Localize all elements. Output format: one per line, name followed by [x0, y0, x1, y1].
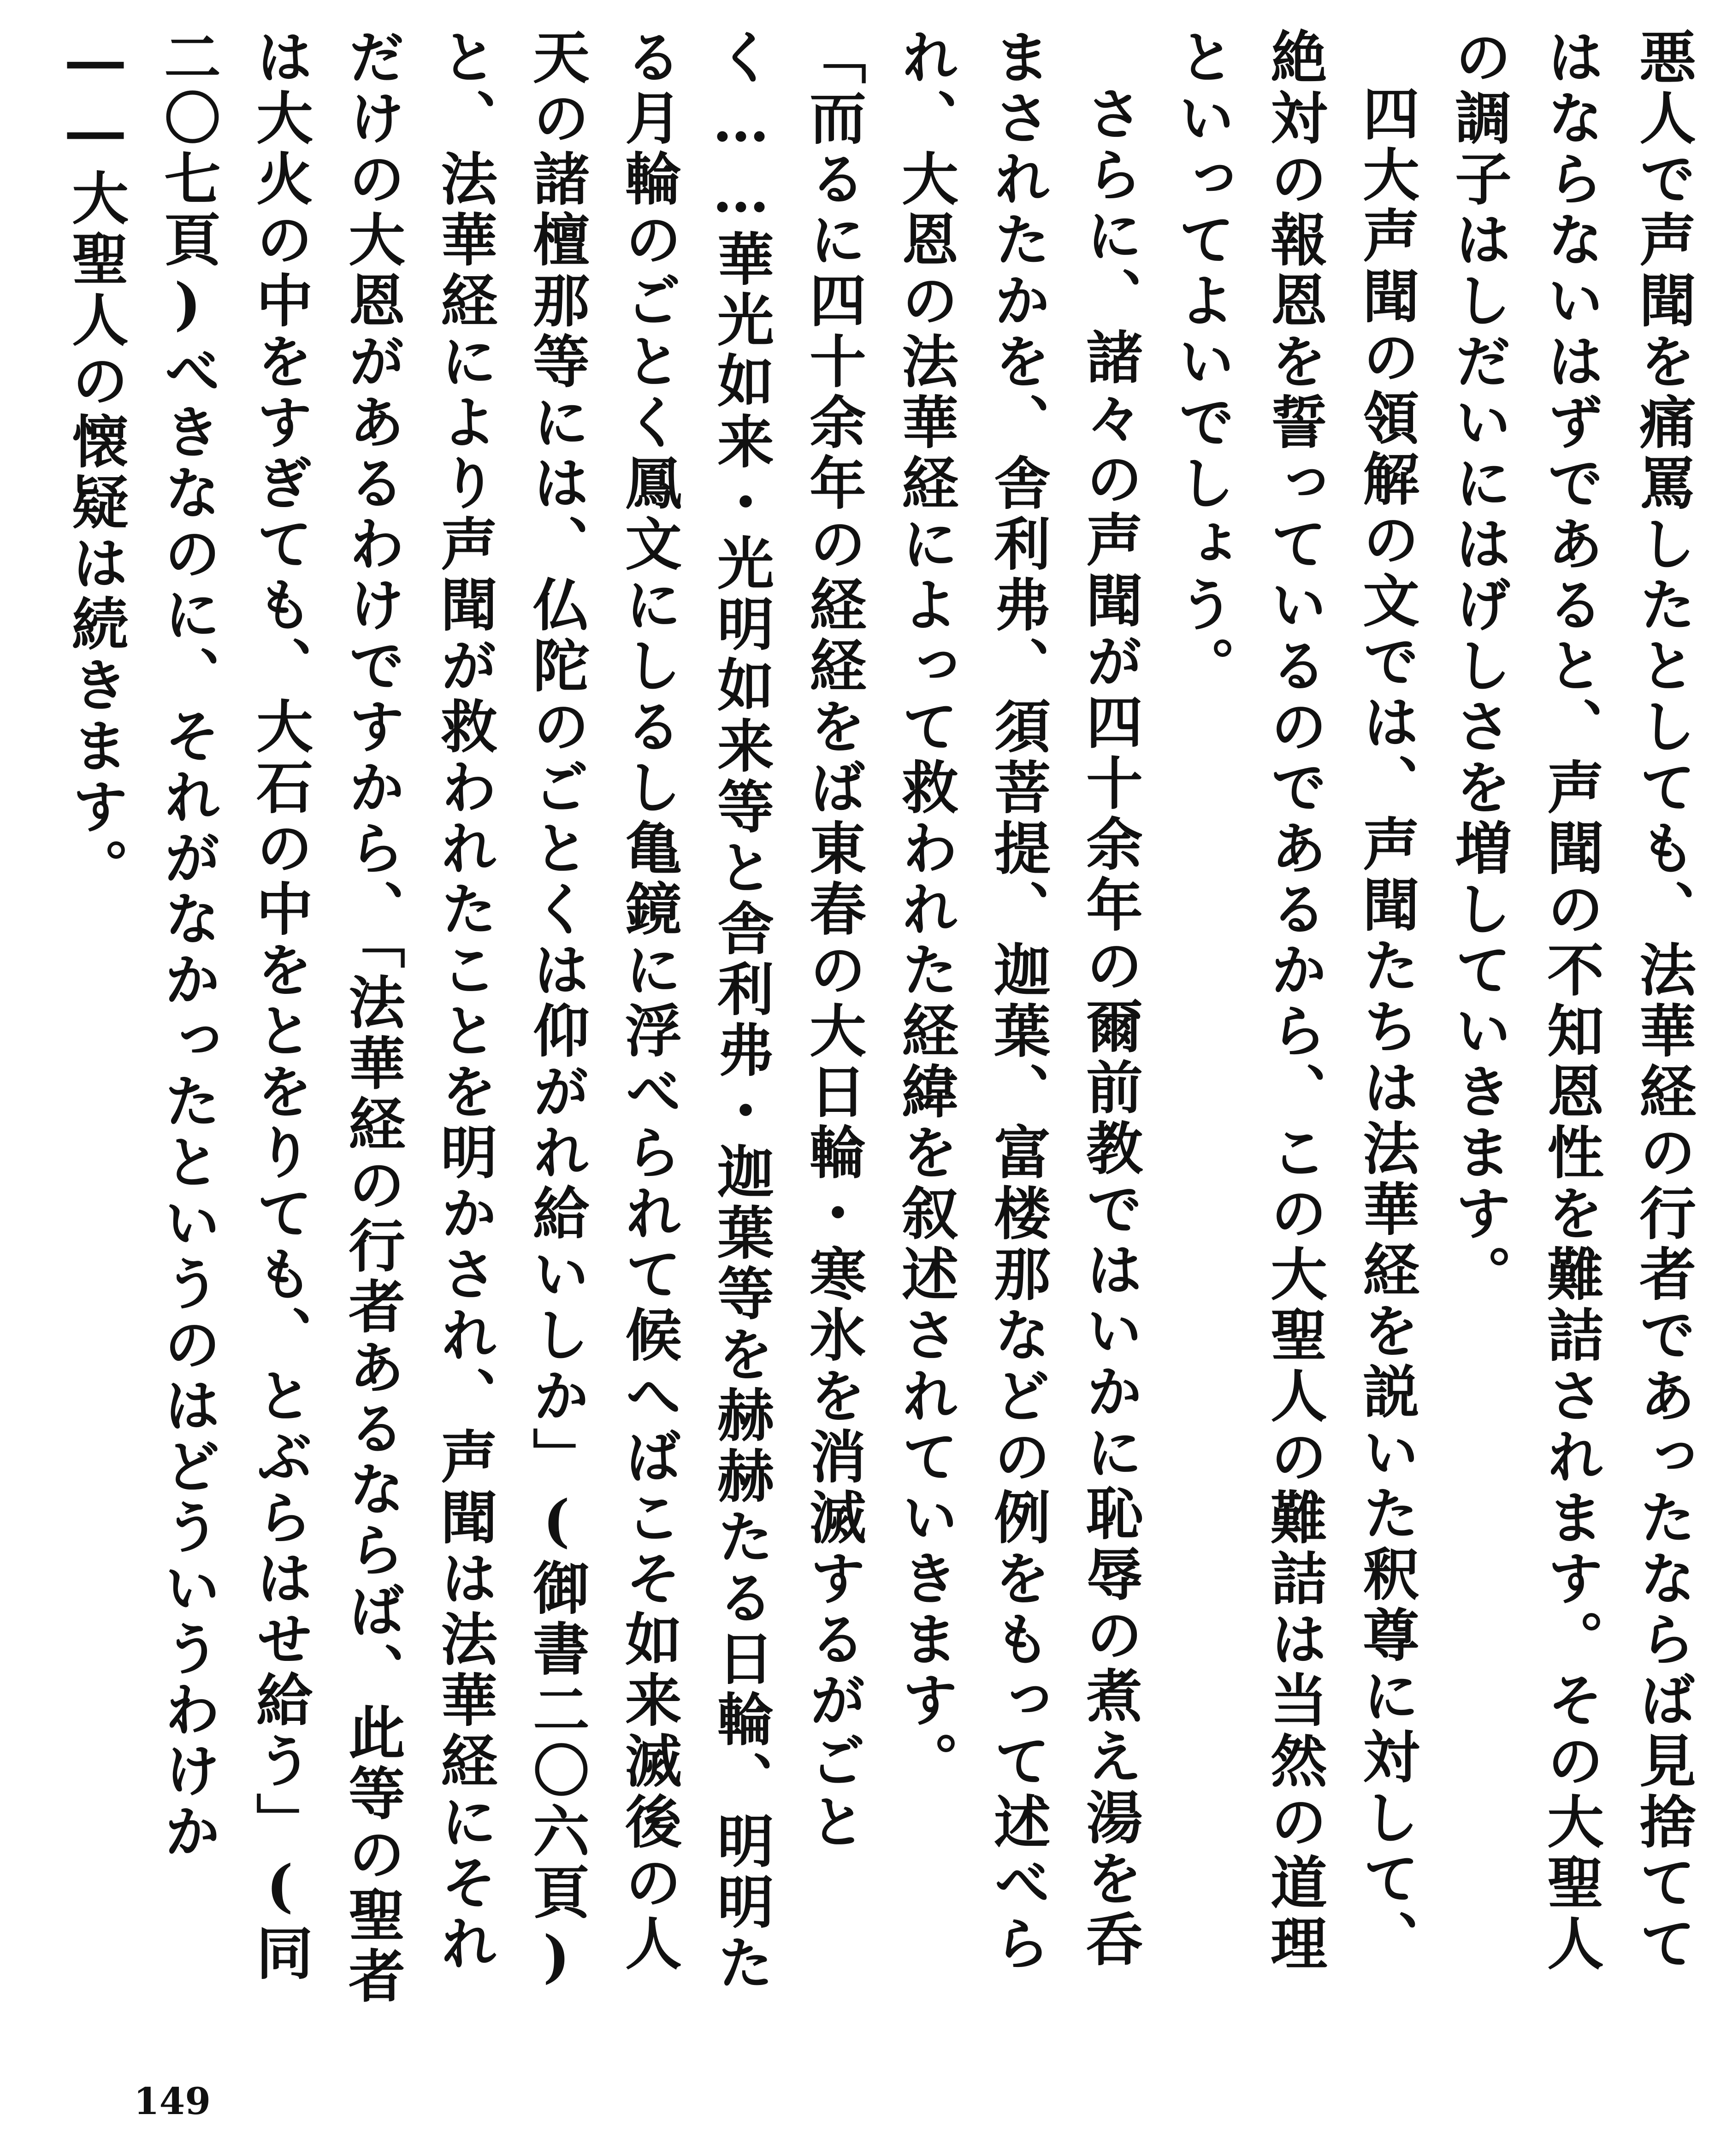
vertical-text-block	[49, 28, 1696, 2019]
paragraph-1: 悪人で声聞を痛罵したとしても、法華経の行者であったならば見捨ててはならないはずであると、声聞の不知恩性を難詰されます。その大聖人の調子はしだいにはげしさを増していきます。	[1445, 28, 1696, 1975]
body-text	[49, 28, 1709, 2019]
paragraph-5: ――大聖人の懐疑は続きます。	[62, 28, 129, 899]
paragraph-4: 「而るに四十余年の経経をば東春の大日輪・寒氷を消滅するがごとく……華光如来・光明如来等と舎利弗・迦葉等を赫赫たる日輪、明明たる月輪のごとく鳳文にしるし亀鏡に浮べられて候へばこそ如来滅後の人天の諸檀那等には、仏陀のごとくは仰がれ給いしか」(御書二〇六頁)と、法華経により声聞が救われたことを明かされ、声聞は法華経にそれだけの大恩があるわけですから、「法華経の行者あるならば、此等の聖者は大火の中をすぎても、大石の中をとをりても、とぶらはせ給う」(同二〇七頁)べきなのに、それがなかったというのはどういうわけか	[154, 28, 866, 2008]
paragraph-2: 四大声聞の領解の文では、声聞たちは法華経を説いた釈尊に対して、絶対の報恩を誓っているのであるから、この大聖人の難詰は当然の道理といってよいでしょう。	[1169, 28, 1419, 1975]
paragraph-3: さらに、諸々の声聞が四十余年の爾前教ではいかに恥辱の煮え湯を呑まされたかを、舎利弗、須菩提、迦葉、富楼那などの例をもって述べられ、大恩の法華経によって救われた経緯を叙述されていきます。	[892, 28, 1143, 1975]
page-number: 149	[134, 2079, 211, 2123]
